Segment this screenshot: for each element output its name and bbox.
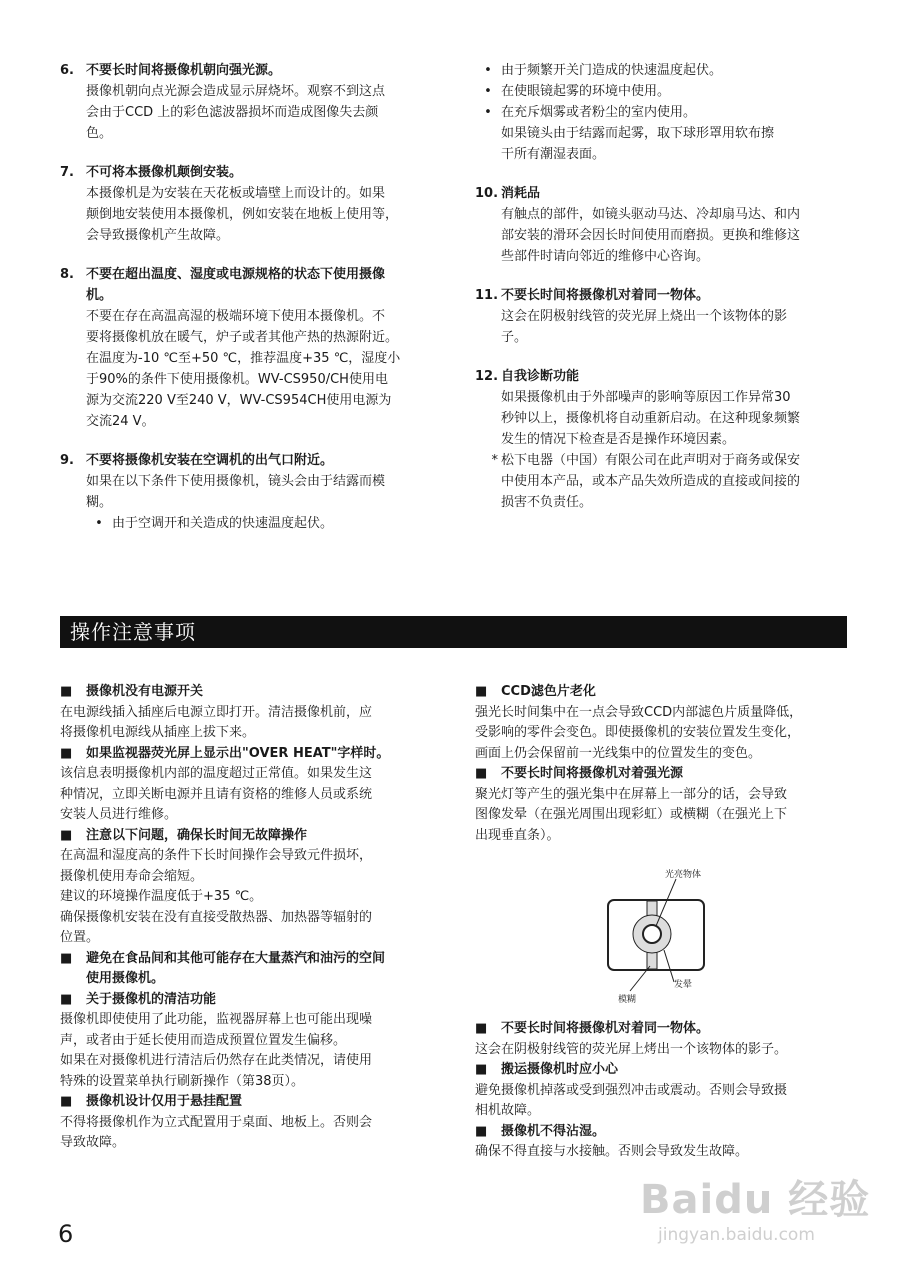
- square-bullet-icon: ■: [60, 1094, 73, 1109]
- bullet-icon: •: [484, 105, 492, 120]
- square-bullet-icon: ■: [60, 684, 73, 699]
- item-9: 9. 不要将摄像机安装在空调机的出气口附近。 如果在以下条件下使用摄像机，镜头会由于结露而模 糊。 • 由于空调开和关造成的快速温度起伏。: [60, 450, 445, 534]
- square-bullet-icon: ■: [475, 766, 488, 781]
- op-no-water: ■ 摄像机不得沾湿。 确保不得直接与水接触。否则会导致发生故障。: [475, 1123, 749, 1159]
- left-ops-column: [60, 682, 445, 1154]
- square-bullet-icon: ■: [475, 1021, 488, 1036]
- item-title: 不要将摄像机安装在空调机的出气口附近。: [86, 453, 334, 468]
- op-avoid-steam: ■ 避免在食品间和其他可能存在大量蒸汽和油污的空间 使用摄像机。: [60, 950, 386, 986]
- square-bullet-icon: ■: [475, 684, 488, 699]
- op-strong-light: ■ 不要长时间将摄像机对着强光源 聚光灯等产生的强光集中在屏幕上一部分的话，会导致 图像发晕（在强光周围出现彩虹）或横糊（在强光上下 出现垂直条）。: [475, 766, 788, 843]
- watermark-brand: Baidu 经验: [640, 1177, 871, 1223]
- op-no-power-switch: ■ 摄像机没有电源开关 在电源线插入插座后电源立即打开。清洁摄像机前，应 将摄像机电源线从插座上拔下来。: [60, 684, 373, 740]
- page-number: 6: [58, 1220, 74, 1248]
- bullet-icon: •: [95, 516, 103, 531]
- right-ops-column-2: [475, 1019, 850, 1163]
- op-over-heat: ■ 如果监视器荧光屏上显示出"OVER HEAT"字样时。 该信息表明摄像机内部的温度超过正常值。如果发生这 种情况，立即关断电源并且请有资格的维修人员或系统 安装人员进行维修。: [60, 745, 390, 822]
- op-same-object: ■ 不要长时间将摄像机对着同一物体。 这会在阴极射线管的荧光屏上烤出一个该物体的影子。: [475, 1021, 788, 1057]
- square-bullet-icon: ■: [60, 745, 73, 761]
- square-bullet-icon: ■: [60, 991, 73, 1007]
- item-7: 7. 不可将本摄像机颠倒安装。 本摄像机是为安装在天花板或墙壁上而设计的。如果 颠倒地安装使用本摄像机，例如安装在地板上使用等， 会导致摄像机产生故障。: [60, 162, 445, 246]
- pointer-bright: [656, 879, 676, 926]
- right-top-column: • 由于频繁开关门造成的快速温度起伏。 • 在使眼镜起雾的环境中使用。 • 在充斥烟雾或者粉尘的室内使用。 如果镜头由于结露而起雾，取下球形罩用软布擦 干所有潮湿表面。 10. 消耗品 有触点的部件，如镜头驱动马达、冷却扇马达、和内 部安装的滑环会因长时间使用而磨损。更换和维修这 些部件时请向邻近的维修中心咨询。 11. 不要长时间将摄像机对着同一物体。 这会在阴极射线管的荧光屏上烧出一个该物体的影 子。 12. 自我诊断功能 如果摄像机由于外部噪声的影响等原因工作异常30 秒钟以上，摄像机将自动重新启动。在这种现象频繁 发生的情况下检查是否是操作环境因素。 * 松下电器（中国）有限公司在此声明对于商务或保安 中使用本产品，或本产品失效所造成的直接或间接的 损害不负责任。: [475, 60, 850, 513]
- bullet-icon: •: [484, 63, 492, 78]
- op-ccd-filter-aging: ■ CCD滤色片老化 强光长时间集中在一点会导致CCD内部滤色片质量降低， 受影响的零件会变色。即使摄像机的安装位置发生变化， 画面上仍会保留前一光线集中的位置发生的变色。: [475, 684, 803, 761]
- left-top-column: [60, 60, 445, 552]
- watermark-url: jingyan.baidu.com: [658, 1225, 815, 1245]
- item-title: 不要在超出温度、湿度或电源规格的状态下使用摄像: [86, 267, 386, 282]
- item-6: 6. 不要长时间将摄像机朝向强光源。 摄像机朝向点光源会造成显示屏烧坏。观察不到这点 会由于CCD 上的彩色滤波器损坏而造成图像失去颜 色。: [60, 60, 445, 144]
- bright-spot: [643, 925, 661, 943]
- item-12: 12. 自我诊断功能 如果摄像机由于外部噪声的影响等原因工作异常30 秒钟以上，摄像机将自动重新启动。在这种现象频繁 发生的情况下检查是否是操作环境因素。 * 松下电器（中国）有限公司在此声明对于商务或保安 中使用本产品，或本产品失效所造成的直接或间接的 损害不负责任。: [475, 366, 850, 513]
- item-11: 11. 不要长时间将摄像机对着同一物体。 这会在阴极射线管的荧光屏上烧出一个该物体的影 子。: [475, 288, 788, 345]
- figure-label-bright-object: 光亮物体: [665, 870, 702, 880]
- baidu-watermark: [640, 1168, 890, 1258]
- item-10: 10. 消耗品 有触点的部件，如镜头驱动马达、冷却扇马达、和内 部安装的滑环会因长时间使用而磨损。更换和维修这 些部件时请向邻近的维修中心咨询。: [475, 186, 801, 264]
- figure-label-smear: 模糊: [618, 995, 637, 1005]
- square-bullet-icon: ■: [475, 1062, 488, 1077]
- item-title: 不可将本摄像机颠倒安装。: [86, 165, 243, 180]
- item-8: 8. 不要在超出温度、湿度或电源规格的状态下使用摄像 机。 不要在存在高温高湿的极端环境下使用本摄像机。不 要将摄像机放在暖气，炉子或者其他产热的热源附近。 在温度为-10 ℃至+50 ℃，推荐温度+35 ℃，湿度小 于90%的条件下使用摄像机。WV-CS950/CH使用电 源为交流220 V至240 V，WV-CS954CH使用电源为 交流24 V。: [60, 264, 445, 432]
- disclaimer-note: * 松下电器（中国）有限公司在此声明对于商务或保安: [491, 453, 801, 468]
- op-long-operation: ■ 注意以下问题，确保长时间无故障操作 在高温和湿度高的条件下长时间操作会导致元件损坏， 摄像机使用寿命会缩短。 建议的环境操作温度低于+35 ℃。 确保摄像机安装在没有直接受散热器、加热器等辐射的 位置。: [60, 827, 373, 945]
- op-cleaning-function: ■ 关于摄像机的清洁功能 摄像机即使使用了此功能，监视器屏幕上也可能出现噪 声，或者由于延长使用而造成预置位置发生偏移。 如果在对摄像机进行清洁后仍然存在此类情况，请使用 特殊的设置菜单执行刷新操作（第38页）。: [60, 991, 373, 1089]
- op-handle-carefully: ■ 搬运摄像机时应小心 避免摄像机掉落或受到强烈冲击或震动。否则会导致摄 相机故障。: [475, 1062, 788, 1118]
- item-title: 不要长时间将摄像机朝向强光源。: [86, 63, 282, 78]
- section-banner: 操作注意事项: [60, 616, 847, 648]
- square-bullet-icon: ■: [60, 950, 73, 966]
- right-ops-column: [475, 682, 850, 846]
- pointer-bloom: [664, 950, 674, 982]
- square-bullet-icon: ■: [475, 1123, 488, 1139]
- bullet-icon: •: [484, 84, 492, 99]
- smear-blooming-figure: [600, 866, 730, 1006]
- op-hanging-only: ■ 摄像机设计仅用于悬挂配置 不得将摄像机作为立式配置用于桌面、地板上。否则会 导致故障。: [60, 1094, 373, 1150]
- figure-label-bloom: 发晕: [674, 980, 693, 990]
- square-bullet-icon: ■: [60, 827, 73, 843]
